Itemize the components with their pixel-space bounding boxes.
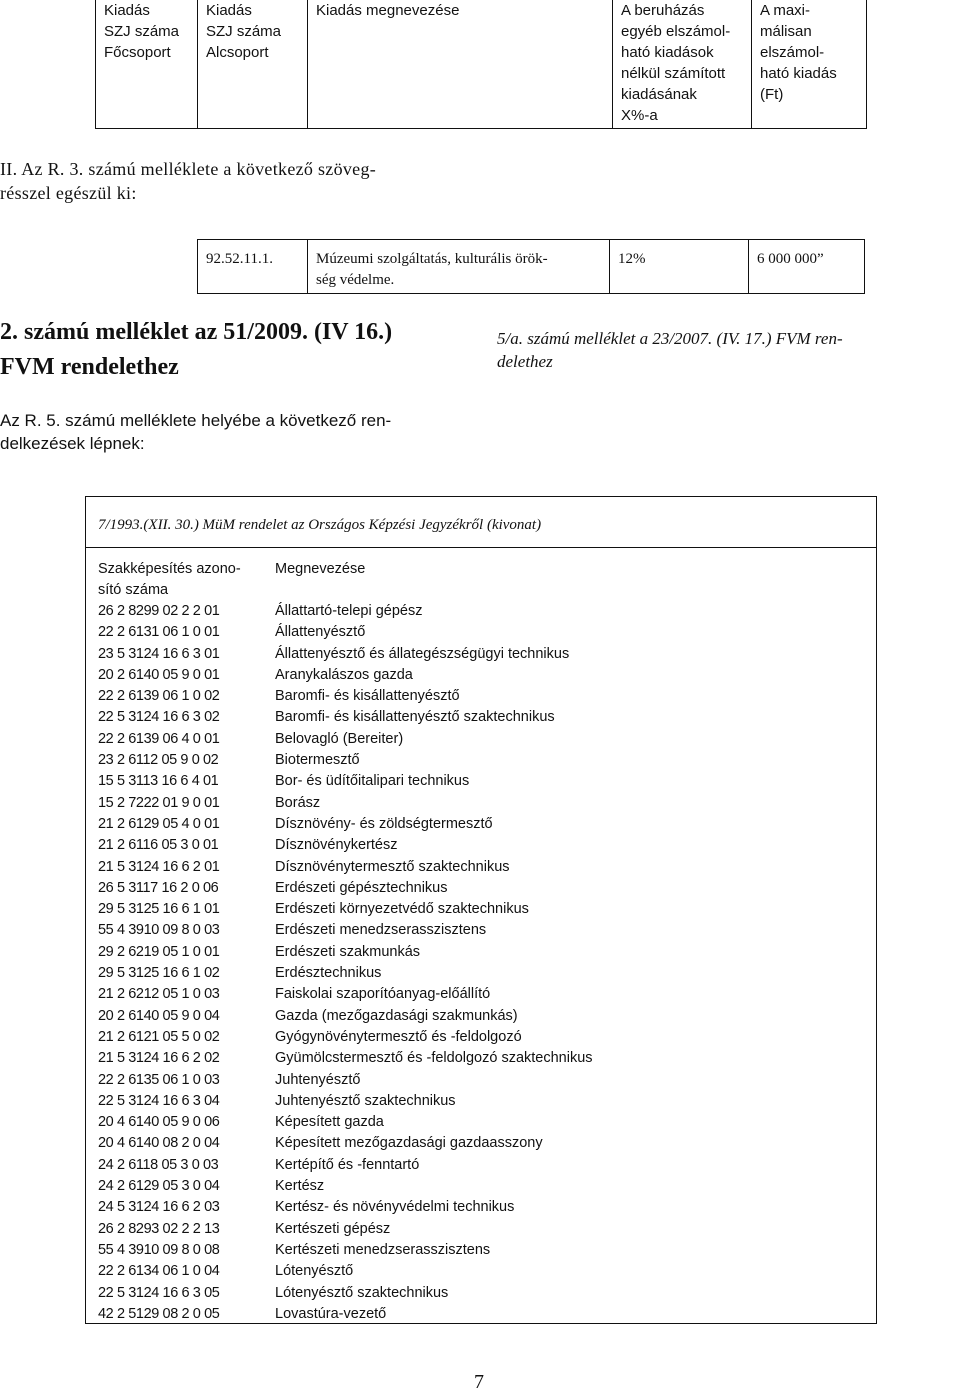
col-header-code: Szakképesítés azono- sító száma [98, 561, 241, 598]
table-row [98, 601, 593, 622]
table-row [98, 750, 593, 771]
qualification-name: Lovastúra-vezető [275, 1305, 387, 1322]
qualification-name: Erdésztechnikus [275, 965, 382, 982]
table-row [98, 835, 593, 856]
qualification-name: Képesített gazda [275, 1114, 384, 1131]
qualification-name: Dísznövénykertész [275, 837, 398, 854]
qualification-code: 22 2 6139 06 4 0 01 [98, 730, 220, 747]
qualification-code: 20 4 6140 05 9 0 06 [98, 1114, 220, 1131]
intro-paragraph: Az R. 5. számú melléklete helyébe a következő ren- delkezések lépnek: [0, 411, 392, 453]
qualification-code: 21 2 6212 05 1 0 03 [98, 986, 220, 1003]
table-row [98, 1070, 593, 1091]
top-table [95, 0, 867, 129]
page-number: 7 [474, 1371, 484, 1393]
table-row [98, 1219, 593, 1240]
qualification-code: 29 2 6219 05 1 0 01 [98, 943, 220, 960]
table-row [98, 1197, 593, 1218]
qualification-name: Erdészeti szakmunkás [275, 943, 421, 960]
section2-intro: II. Az R. 3. számú melléklete a következő szöveg- résszel egészül ki: [0, 159, 377, 203]
qualification-box [85, 496, 877, 1324]
qualification-name: Bor- és üdítőitalipari technikus [275, 773, 470, 790]
table-row [98, 942, 593, 963]
table-row [98, 1240, 593, 1261]
qualification-name: Lótenyésztő [275, 1263, 354, 1280]
table-row [98, 665, 593, 686]
table-row [98, 1112, 593, 1133]
qualification-name: Biotermesztő [275, 752, 360, 769]
qualification-code: 22 2 6131 06 1 0 01 [98, 624, 220, 641]
qualification-code: 21 5 3124 16 6 2 01 [98, 858, 220, 875]
section2-row-percent: 12% [610, 240, 749, 293]
table-row [98, 1006, 593, 1027]
table-row [98, 622, 593, 643]
top-table-col-max-amount: A maxi- málisan elszámol- ható kiadás (Ft) [760, 2, 837, 103]
table-row [98, 1283, 593, 1304]
heading-right: 5/a. számú melléklet a 23/2007. (IV. 17.) FVM ren- delethez [497, 329, 843, 371]
table-row [98, 771, 593, 792]
col-header-name: Megnevezése [275, 561, 366, 577]
qualification-code: 24 5 3124 16 6 2 03 [98, 1199, 220, 1216]
qualification-name: Kertépítő és -fenntartó [275, 1156, 420, 1173]
qualification-code: 15 5 3113 16 6 4 01 [98, 773, 219, 790]
table-row [98, 1176, 593, 1197]
box-title: 7/1993.(XII. 30.) MüM rendelet az Országos Képzési Jegyzékről (kivonat) [98, 517, 542, 533]
qualification-code: 22 5 3124 16 6 3 04 [98, 1092, 220, 1109]
section2-row-name: Múzeumi szolgáltatás, kulturális örök- ség védelme. [308, 240, 610, 293]
qualification-code: 26 2 8299 02 2 2 01 [98, 603, 220, 619]
qualification-code: 20 4 6140 08 2 0 04 [98, 1135, 220, 1152]
qualification-code: 23 5 3124 16 6 3 01 [98, 645, 220, 662]
qualification-name: Kertész- és növényvédelmi technikus [275, 1199, 515, 1216]
table-row [98, 644, 593, 665]
qualification-name: Aranykalászos gazda [275, 666, 413, 683]
table-row [98, 1048, 593, 1069]
qualification-name: Gyógynövénytermesztő és -feldolgozó [275, 1028, 522, 1045]
table-row [98, 920, 593, 941]
qualification-code: 22 2 6135 06 1 0 03 [98, 1071, 220, 1088]
qualification-code: 22 5 3124 16 6 3 02 [98, 709, 220, 726]
qualification-name: Juhtenyésztő szaktechnikus [275, 1092, 456, 1109]
qualification-name: Baromfi- és kisállattenyésztő szaktechnikus [275, 709, 555, 726]
qualification-code: 22 2 6134 06 1 0 04 [98, 1263, 220, 1280]
qualification-code: 24 2 6129 05 3 0 04 [98, 1178, 220, 1195]
qualification-name: Borász [275, 794, 321, 811]
top-table-col-percent: A beruházás egyéb elszámol- ható kiadások nélkül számított kiadásának X%-a [613, 0, 752, 128]
qualification-name: Faiskolai szaporítóanyag-előállító [275, 986, 491, 1003]
table-row [98, 729, 593, 750]
table-row [98, 793, 593, 814]
table-row [98, 899, 593, 920]
table-row [98, 1304, 593, 1325]
section2-row-table [197, 239, 865, 294]
qualification-code: 21 5 3124 16 6 2 02 [98, 1050, 220, 1067]
top-table-col-name: Kiadás megnevezése [308, 0, 613, 128]
qualification-code: 26 5 3117 16 2 0 06 [98, 879, 219, 896]
table-row [98, 984, 593, 1005]
qualification-code: 22 2 6139 06 1 0 02 [98, 688, 220, 705]
qualification-code: 20 2 6140 05 9 0 01 [98, 666, 220, 683]
qualification-name: Lótenyésztő szaktechnikus [275, 1284, 449, 1301]
table-row [98, 878, 593, 899]
qualification-name: Dísznövény- és zöldségtermesztő [275, 815, 493, 832]
qualification-code: 29 5 3125 16 6 1 01 [98, 901, 220, 918]
qualification-code: 29 5 3125 16 6 1 02 [98, 965, 220, 982]
qualification-code: 22 5 3124 16 6 3 05 [98, 1284, 220, 1301]
table-row [98, 1091, 593, 1112]
qualification-name: Juhtenyésztő [275, 1071, 361, 1088]
qualification-code: 42 2 5129 08 2 0 05 [98, 1305, 220, 1322]
box-divider [86, 547, 876, 548]
table-row [98, 1133, 593, 1154]
heading-left: 2. számú melléklet az 51/2009. (IV 16.) FVM rendelethez [0, 319, 393, 380]
qualification-code: 55 4 3910 09 8 0 08 [98, 1241, 220, 1258]
qualification-name: Kertészeti gépész [275, 1220, 391, 1237]
qualification-code: 26 2 8293 02 2 2 13 [98, 1220, 220, 1237]
qualification-code: 21 2 6121 05 5 0 02 [98, 1028, 220, 1045]
table-row [98, 707, 593, 728]
section2-row-amount: 6 000 000” [757, 251, 824, 267]
section2-row-code: 92.52.11.1. [198, 240, 308, 293]
qualification-name: Erdészeti menedzserasszisztens [275, 922, 487, 939]
qualification-code: 55 4 3910 09 8 0 03 [98, 922, 220, 939]
qualification-name: Képesített mezőgazdasági gazdaasszony [275, 1135, 543, 1152]
table-row [98, 857, 593, 878]
qualification-name: Erdészeti gépésztechnikus [275, 879, 448, 896]
qualification-name: Kertész [275, 1178, 325, 1195]
qualification-name: Baromfi- és kisállattenyésztő [275, 688, 460, 705]
qualification-name: Állattenyésztő [275, 624, 366, 641]
table-row [98, 963, 593, 984]
table-row [98, 1027, 593, 1048]
qualification-name: Állattartó-telepi gépész [275, 603, 423, 619]
table-row [98, 1261, 593, 1282]
qualification-name: Gazda (mezőgazdasági szakmunkás) [275, 1007, 518, 1024]
qualification-name: Erdészeti környezetvédő szaktechnikus [275, 901, 529, 918]
qualification-code: 23 2 6112 05 9 0 02 [98, 752, 219, 769]
qualification-name: Gyümölcstermesztő és -feldolgozó szaktechnikus [275, 1050, 593, 1067]
qualification-list [98, 601, 593, 1325]
qualification-code: 21 2 6116 05 3 0 01 [98, 837, 219, 854]
qualification-code: 20 2 6140 05 9 0 04 [98, 1007, 220, 1024]
qualification-name: Állattenyésztő és állategészségügyi technikus [275, 645, 570, 662]
table-row [98, 1155, 593, 1176]
qualification-name: Dísznövénytermesztő szaktechnikus [275, 858, 510, 875]
top-table-col-main-group: Kiadás SZJ száma Főcsoport [96, 0, 198, 128]
qualification-name: Belovagló (Bereiter) [275, 730, 404, 747]
qualification-code: 15 2 7222 01 9 0 01 [98, 794, 220, 811]
qualification-code: 21 2 6129 05 4 0 01 [98, 815, 220, 832]
qualification-code: 24 2 6118 05 3 0 03 [98, 1156, 219, 1173]
table-row [98, 686, 593, 707]
table-row [98, 814, 593, 835]
qualification-name: Kertészeti menedzserasszisztens [275, 1241, 491, 1258]
top-table-col-subgroup: Kiadás SZJ száma Alcsoport [198, 0, 308, 128]
